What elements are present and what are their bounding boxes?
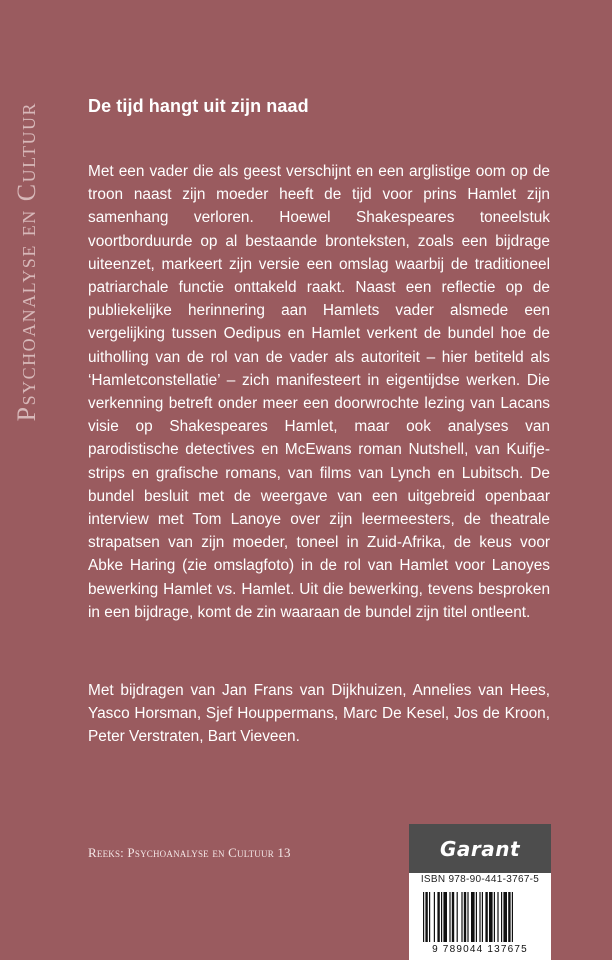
barcode-bar [482, 892, 483, 942]
contributors-text: Met bijdragen van Jan Frans van Dijkhuizen, Annelies van Hees, Yasco Horsman, Sjef Houppermans, Marc De Kesel, Jos de Kroon, Peter Verstraten, Bart Vieveen. [88, 682, 550, 746]
barcode-bar [497, 892, 498, 942]
series-side-title-text: Psychoanalyse en Cultuur [12, 102, 41, 422]
barcode-bar [452, 892, 454, 942]
isbn-label: ISBN 978-90-441-3767-5 [409, 873, 551, 886]
barcode-bar [501, 892, 502, 942]
blurb-text: Met een vader die als geest verschijnt en een arglistige oom op de troon naast zijn moeder heeft de tijd voor prins Hamlet zijn samenhang verloren. Hoewel Shakespeares toneelstuk voortborduurde op al bestaande bronteksten, zoals een bijdrage uiteenzet, markeert zijn versie een omslag waarbij de traditioneel patriarchale functie onttakeld raakt. Naast een reflectie op de publiekelijke herinnering aan Hamlets vader alsmede een vergelijking tussen Oedipus en Hamlet verkent de bundel hoe de uitholling van de rol van de vader als autoriteit – hier betiteld als ‘Hamletconstellatie’ – zich manifesteert in eigentijdse werken. Die verkenning betreft onder meer een doorwrochte lezing van Lacans visie op Shakespeares Hamlet, maar ook analyses van parodistische detectives en McEwans roman Nutshell, van Kuifje-strips en grafische romans, van films van Lynch en Lubitsch. De bundel besluit met de weergave van een uitgebreid openbaar interview met Tom Lanoye over zijn leermeesters, de theatrale strapatsen van zijn moeder, toneel in Zuid-Afrika, de keus voor Abke Haring (zie omslagfoto) in de rol van Hamlet voor Lanoyes bewerking Hamlet vs. Hamlet. Uit die bewerking, tevens besproken in een bijdrage, komt de zin waaraan de bundel zijn titel ontleent. [88, 163, 550, 621]
barcode-bar [449, 892, 450, 942]
barcode-bar [489, 892, 493, 942]
barcode-number: 9 789044 137675 [432, 944, 528, 955]
barcode-bar [457, 892, 458, 942]
barcode-bar [503, 892, 507, 942]
barcode-bars [409, 886, 551, 946]
publisher-logo: Garant [439, 836, 521, 861]
barcode-bar [479, 892, 480, 942]
barcode-bar [434, 892, 435, 942]
series-label: Reeks: Psychoanalyse en Cultuur 13 [88, 845, 291, 860]
barcode-bar [443, 892, 447, 942]
barcode-bar [512, 892, 513, 942]
book-heading: De tijd hangt uit zijn naad [88, 96, 309, 116]
barcode-bar [508, 892, 510, 942]
barcode [409, 886, 551, 960]
barcode-bar [425, 892, 427, 942]
barcode-bar [429, 892, 430, 942]
barcode-bar [464, 892, 466, 942]
barcode-bar [476, 892, 477, 942]
barcode-bar [494, 892, 495, 942]
barcode-bar [437, 892, 439, 942]
barcode-bar [471, 892, 475, 942]
barcode-bar [485, 892, 487, 942]
publisher-logo-box [409, 824, 551, 873]
barcode-bar [461, 892, 462, 942]
barcode-bar [467, 892, 468, 942]
barcode-bar [441, 892, 442, 942]
series-side-title [9, 94, 45, 912]
barcode-bar [423, 892, 424, 942]
